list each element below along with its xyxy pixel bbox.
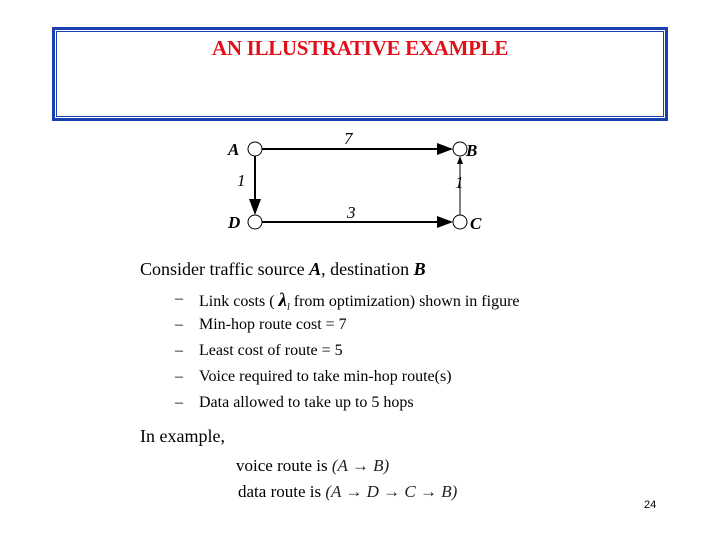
node-label-c: C xyxy=(470,214,482,233)
slide-title: AN ILLUSTRATIVE EXAMPLE xyxy=(211,36,509,60)
bullet-link-costs: Link costs ( $\lambda_l$ from optimization) shown in figure xyxy=(199,290,520,314)
voice-route-line: voice route is (A → B) xyxy=(236,456,390,475)
data-route-line: data route is (A → D → C → B) xyxy=(238,482,458,501)
bullet-least-cost: Least cost of route = 5 xyxy=(199,342,343,359)
edge-cost-a-b: 7 xyxy=(344,129,353,148)
page-number: 24 xyxy=(644,499,657,511)
edge-cost-d-c: 3 xyxy=(347,203,356,222)
node-b xyxy=(453,142,467,156)
node-a xyxy=(248,142,262,156)
node-label-a: A xyxy=(228,140,240,159)
bullet-voice: Voice required to take min-hop route(s) xyxy=(199,368,452,385)
bullet-dash: – xyxy=(175,316,183,333)
node-c xyxy=(453,215,467,229)
bullet-dash: – xyxy=(175,368,183,385)
node-label-b: B xyxy=(466,141,478,160)
bullet-dash: – xyxy=(175,342,183,359)
node-d xyxy=(248,215,262,229)
edge-cost-a-d: 1 xyxy=(237,171,246,190)
bullet-dash: – xyxy=(175,290,183,307)
bullet-min-hop-cost: Min-hop route cost = 7 xyxy=(199,316,347,333)
bullet-dash: – xyxy=(175,394,183,411)
consider-line: Consider traffic source A, destination B xyxy=(140,259,426,279)
example-label: In example, xyxy=(140,426,225,446)
edge-cost-c-b: 1 xyxy=(455,173,464,192)
node-label-d: D xyxy=(228,213,241,232)
bullet-data: Data allowed to take up to 5 hops xyxy=(199,394,414,411)
